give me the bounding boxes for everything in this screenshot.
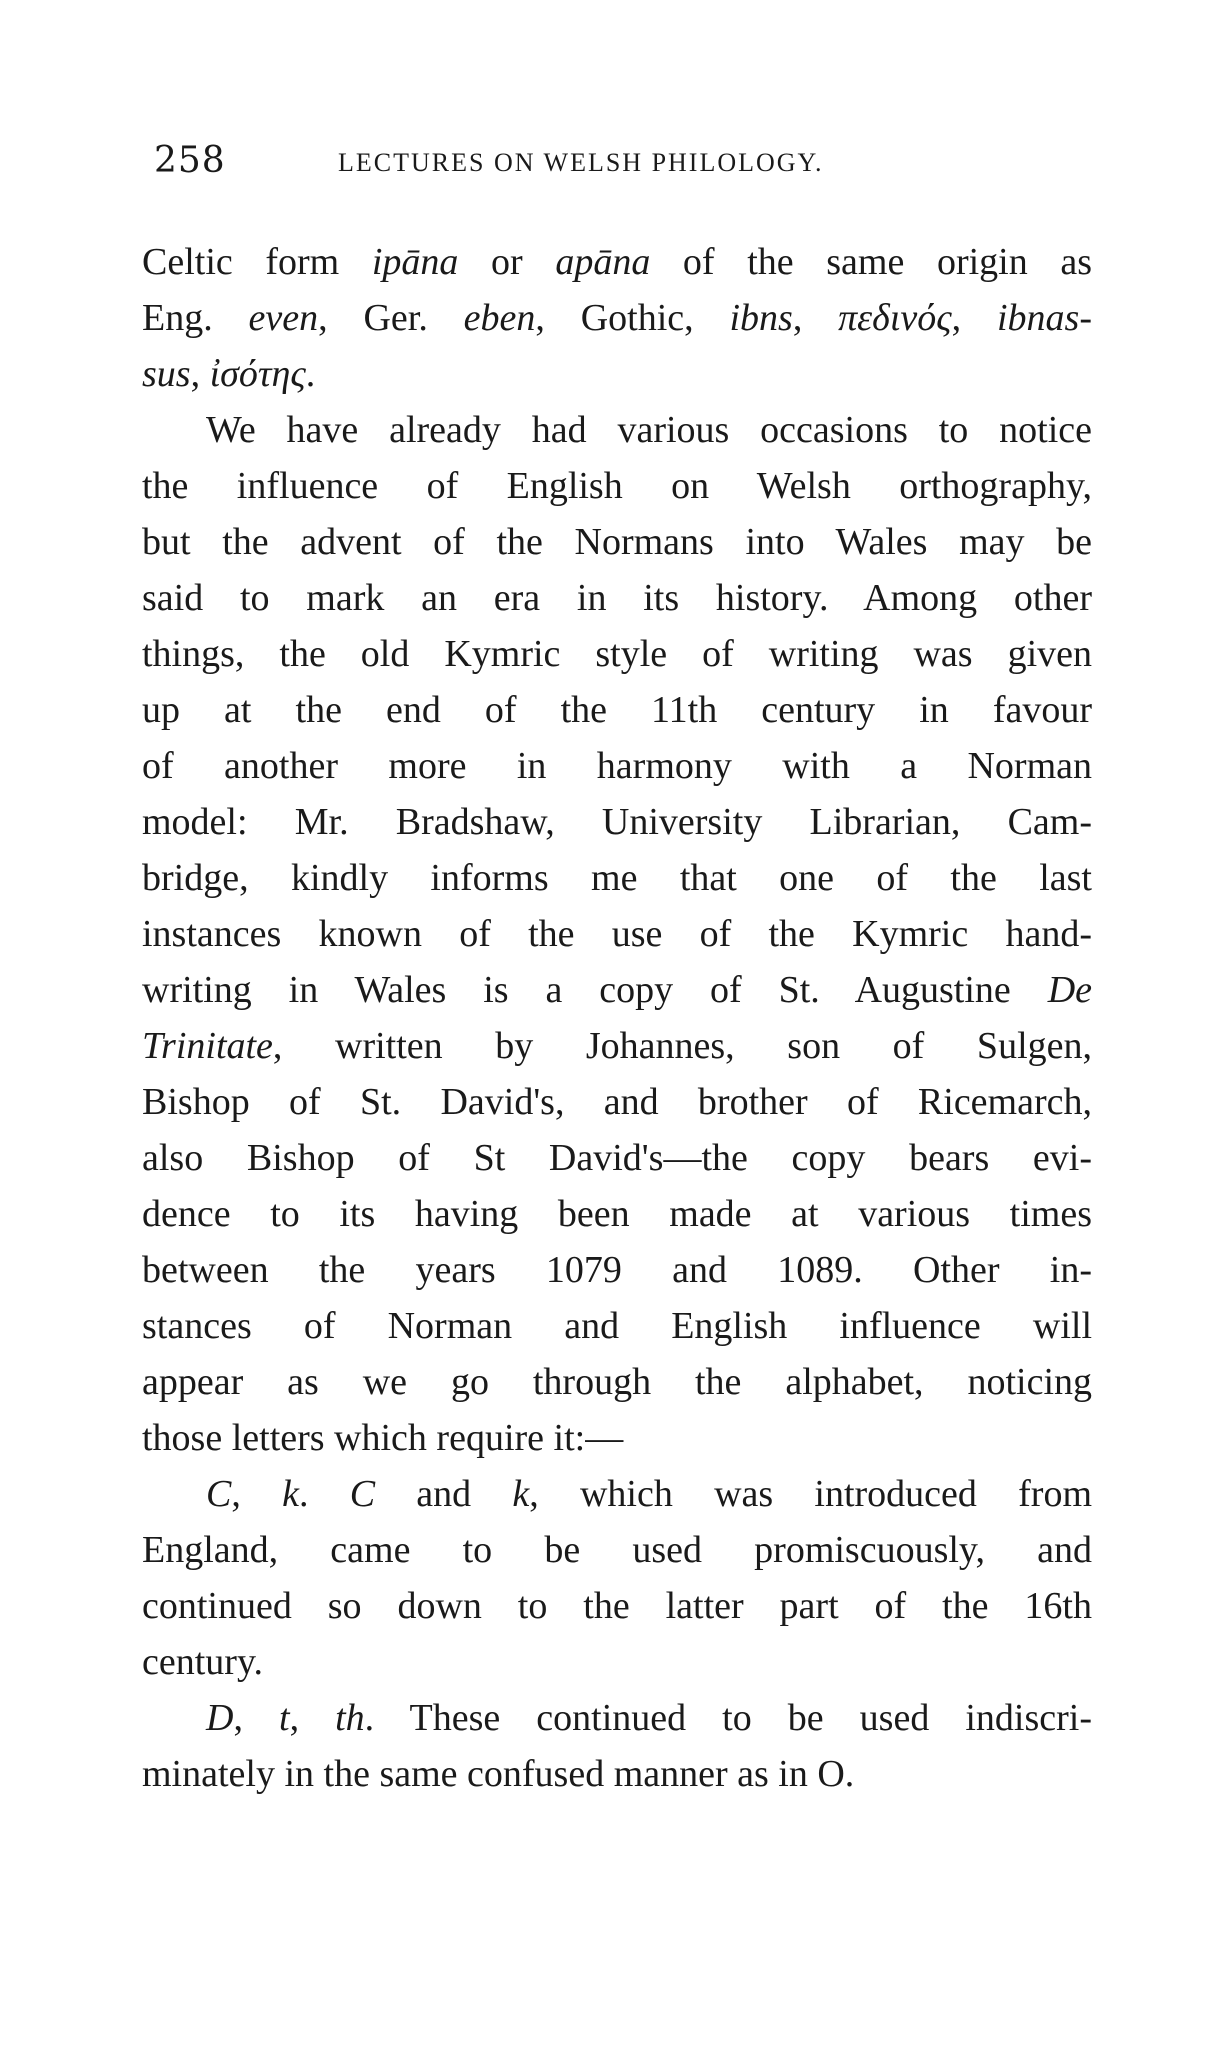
text-line xyxy=(142,1186,1092,1242)
text-line xyxy=(142,1578,1092,1634)
italic-text: k xyxy=(512,1473,530,1515)
text-line xyxy=(142,402,1092,458)
text-run: Bishop of St. David's, and brother of Ricemarch, xyxy=(142,1081,1092,1123)
text-run: continued so down to the latter part of the 16th xyxy=(142,1585,1092,1627)
text-run: England, came to be used promiscuously, and xyxy=(142,1529,1092,1571)
text-run: . These continued to be used indiscri- xyxy=(364,1697,1093,1739)
italic-text: πεδινός xyxy=(838,297,952,339)
italic-text: C xyxy=(349,1473,376,1515)
text-line xyxy=(142,1354,1092,1410)
italic-text: sus xyxy=(142,353,191,395)
text-line xyxy=(142,1746,1092,1802)
text-run: between the years 1079 and 1089. Other in- xyxy=(142,1249,1092,1291)
text-run: Eng. xyxy=(142,297,249,339)
text-run: , xyxy=(951,297,997,339)
text-line xyxy=(142,626,1092,682)
text-run: appear as we go through the alphabet, noticing xyxy=(142,1361,1092,1403)
italic-text: C xyxy=(206,1473,232,1515)
italic-text: even xyxy=(248,297,319,339)
text-run: We have already had various occasions to notice xyxy=(206,409,1092,451)
text-line xyxy=(142,850,1092,906)
italic-text: D xyxy=(206,1697,234,1739)
text-line xyxy=(142,1410,1092,1466)
text-run: stances of Norman and English influence will xyxy=(142,1305,1092,1347)
italic-text: ipāna xyxy=(371,241,459,283)
italic-text: k xyxy=(282,1473,299,1515)
text-line xyxy=(142,1522,1092,1578)
italic-text: ibns xyxy=(729,297,793,339)
text-run: minately in the same confused manner as in O. xyxy=(142,1753,855,1795)
text-line xyxy=(142,1466,1092,1522)
text-run: things, the old Kymric style of writing was given xyxy=(142,633,1092,675)
text-run: , xyxy=(190,353,210,395)
text-run: instances known of the use of the Kymric hand- xyxy=(142,913,1092,955)
italic-text: eben xyxy=(463,297,536,339)
italic-text: t xyxy=(279,1697,290,1739)
text-line xyxy=(142,962,1092,1018)
text-line xyxy=(142,1130,1092,1186)
text-line xyxy=(142,794,1092,850)
text-line xyxy=(142,1018,1092,1074)
text-line xyxy=(142,570,1092,626)
text-run: , xyxy=(792,297,839,339)
text-run: , Gothic, xyxy=(535,297,730,339)
page-number: 258 xyxy=(154,140,226,181)
running-head xyxy=(150,136,1090,186)
text-run: . xyxy=(305,353,316,395)
text-run: . xyxy=(298,1473,350,1515)
body-text xyxy=(142,234,1092,1802)
text-run: also Bishop of St David's—the copy bears evi- xyxy=(142,1137,1092,1179)
running-title: LECTURES ON WELSH PHILOLOGY. xyxy=(338,148,824,177)
text-run: , xyxy=(233,1697,279,1739)
text-run: century. xyxy=(142,1641,263,1683)
text-run: , written by Johannes, son of Sulgen, xyxy=(272,1025,1092,1067)
text-run: and xyxy=(375,1473,513,1515)
paragraph-p1 xyxy=(142,234,1092,402)
text-line xyxy=(142,906,1092,962)
text-run: or xyxy=(458,241,556,283)
text-line xyxy=(142,1634,1092,1690)
text-run: up at the end of the 11th century in favour xyxy=(142,689,1092,731)
text-run: of the same origin as xyxy=(650,241,1092,283)
text-run: those letters which require it:— xyxy=(142,1417,624,1459)
text-line xyxy=(142,458,1092,514)
text-run: the influence of English on Welsh orthography, xyxy=(142,465,1092,507)
italic-text: Trinitate xyxy=(142,1025,273,1067)
text-run: , xyxy=(289,1697,336,1739)
text-run: of another more in harmony with a Norman xyxy=(142,745,1092,787)
text-run: dence to its having been made at various times xyxy=(142,1193,1092,1235)
italic-text: apāna xyxy=(555,241,651,283)
paragraph-p2 xyxy=(142,402,1092,1466)
italic-text: ἰσότης xyxy=(209,353,306,395)
paragraph-p4 xyxy=(142,1690,1092,1802)
text-line xyxy=(142,1298,1092,1354)
text-line xyxy=(142,514,1092,570)
text-run: said to mark an era in its history. Among other xyxy=(142,577,1092,619)
italic-text: ibnas- xyxy=(997,297,1092,339)
text-line xyxy=(142,1242,1092,1298)
text-run: Celtic form xyxy=(142,241,372,283)
text-line xyxy=(142,738,1092,794)
text-run: , which was introduced from xyxy=(529,1473,1093,1515)
text-run: but the advent of the Normans into Wales may be xyxy=(142,521,1092,563)
text-line xyxy=(142,234,1092,290)
text-line xyxy=(142,682,1092,738)
text-line xyxy=(142,290,1092,346)
text-line xyxy=(142,1074,1092,1130)
text-run: , xyxy=(231,1473,283,1515)
text-run: bridge, kindly informs me that one of the last xyxy=(142,857,1092,899)
italic-text: De xyxy=(1047,969,1092,1011)
text-run: , Ger. xyxy=(318,297,464,339)
text-run: model: Mr. Bradshaw, University Librarian, Cam- xyxy=(142,801,1092,843)
text-line xyxy=(142,346,1092,402)
text-line xyxy=(142,1690,1092,1746)
paragraph-p3 xyxy=(142,1466,1092,1690)
italic-text: th xyxy=(335,1697,365,1739)
text-run: writing in Wales is a copy of St. Augustine xyxy=(142,969,1048,1011)
